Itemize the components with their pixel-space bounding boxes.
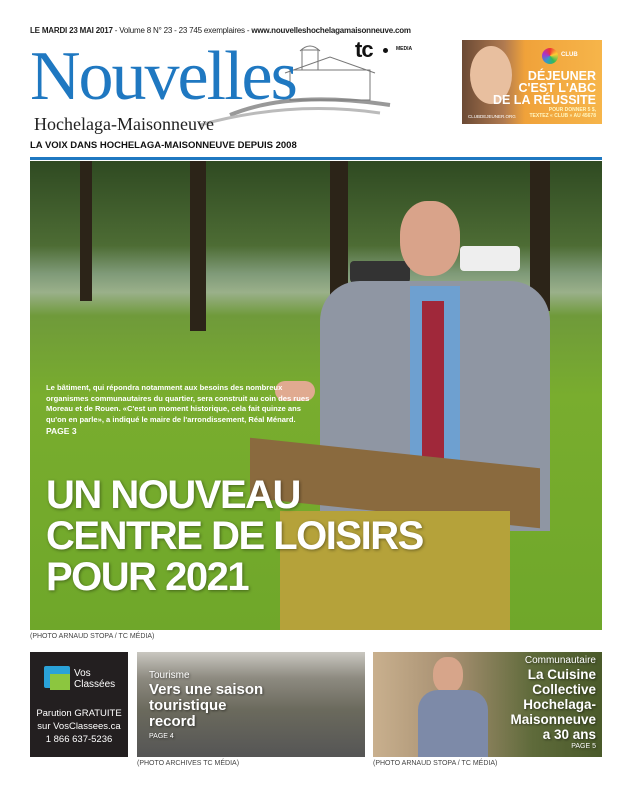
newspaper-title: Nouvelles bbox=[30, 38, 296, 115]
teaser-text bbox=[510, 655, 596, 752]
teaser-communautaire[interactable] bbox=[373, 652, 602, 757]
person-shirt bbox=[418, 690, 488, 757]
volume: Volume 8 N° 23 bbox=[119, 26, 173, 35]
ad-site: CLUBDEJEUNER.ORG bbox=[468, 114, 516, 119]
ad-headline: DÉJEUNER C'EST L'ABC DE LA RÉUSSITE bbox=[492, 69, 596, 107]
person-photo bbox=[433, 657, 463, 693]
chat-bubble-icon bbox=[50, 674, 70, 690]
teaser-tourisme[interactable] bbox=[137, 652, 365, 757]
teaser-title: Vers une saison touristique record bbox=[149, 681, 264, 730]
copies: 23 745 exemplaires bbox=[178, 26, 245, 35]
lead-photo-credit: (PHOTO ARNAUD STOPA / TC MÉDIA) bbox=[30, 633, 155, 640]
lead-photo bbox=[30, 161, 602, 630]
lead-caption: Le bâtiment, qui répondra notamment aux besoins des nombreux organismes communautaires du quartier, sera construit au coin des rues Moreau et de Rouen. «C'est un moment historique, cela fait quinze ans qu'on en parle», a indiqué le maire de l'arrondissement, Réal Ménard. bbox=[46, 383, 310, 424]
teaser-page: PAGE 4 bbox=[149, 733, 174, 740]
teaser-photo-credit: (PHOTO ARNAUD STOPA / TC MÉDIA) bbox=[373, 760, 498, 767]
tc-dot-icon bbox=[383, 48, 388, 53]
date: LE MARDI 23 MAI 2017 bbox=[30, 26, 113, 35]
tc-media-label: MEDIA bbox=[396, 46, 413, 52]
teaser-section: Tourisme bbox=[149, 670, 190, 681]
teaser-text bbox=[149, 670, 263, 742]
vos-classees-brand: Vos Classées bbox=[74, 668, 116, 690]
ad-cta: POUR DONNER 5 $, TEXTEZ « CLUB » AU 45678 bbox=[529, 107, 596, 119]
lead-headline[interactable]: UN NOUVEAU CENTRE DE LOISIRS POUR 2021 bbox=[46, 473, 423, 599]
vos-classees-box[interactable] bbox=[30, 652, 128, 757]
dateline: LE MARDI 23 MAI 2017 - Volume 8 N° 23 - 23 745 exemplaires - www.nouvelleshochelagamaisonneuve.com bbox=[30, 26, 411, 35]
teaser-section: Communautaire bbox=[524, 655, 596, 666]
lead-page-link[interactable]: PAGE 3 bbox=[46, 426, 77, 436]
ad-club: CLUB bbox=[561, 52, 578, 58]
classifieds-info: Parution GRATUITE sur VosClassees.ca 1 866 637-5236 bbox=[36, 708, 122, 745]
teaser-page: PAGE 5 bbox=[571, 743, 596, 750]
header-rule bbox=[30, 157, 602, 160]
club-logo-icon bbox=[542, 48, 558, 64]
tc-media-logo: tc bbox=[355, 37, 373, 62]
teaser-title: La Cuisine Collective Hochelaga- Maisonneuve a 30 ans bbox=[510, 667, 596, 742]
website-link[interactable]: www.nouvelleshochelagamaisonneuve.com bbox=[251, 26, 411, 35]
club-dejeuner-ad[interactable] bbox=[462, 40, 602, 124]
tagline: LA VOIX DANS HOCHELAGA-MAISONNEUVE DEPUIS 2008 bbox=[30, 140, 297, 151]
teaser-photo-credit: (PHOTO ARCHIVES TC MÉDIA) bbox=[137, 760, 240, 767]
lead-caption-block bbox=[46, 383, 311, 437]
newspaper-subtitle: Hochelaga-Maisonneuve bbox=[34, 114, 214, 134]
